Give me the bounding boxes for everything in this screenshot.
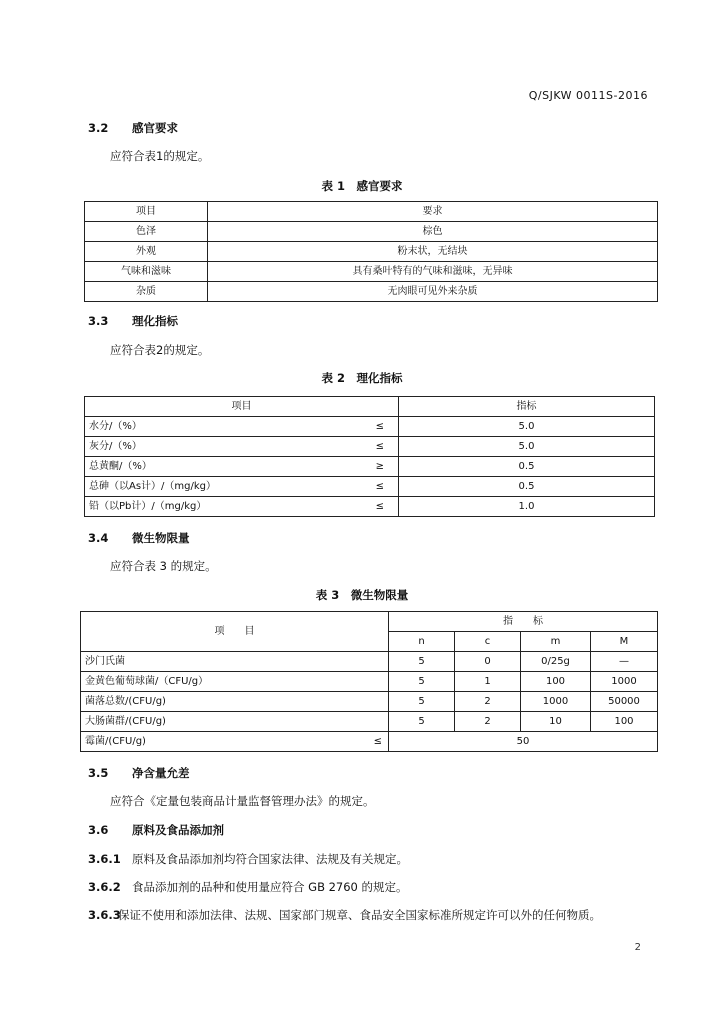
table-cell: 0/25g — [521, 652, 591, 672]
section-3-4-text: 应符合表 3 的规定。 — [110, 559, 217, 573]
table-cell: 1000 — [591, 672, 658, 692]
table-row — [85, 437, 655, 457]
table-row — [85, 497, 655, 517]
section-title: 净含量允差 — [132, 766, 190, 780]
section-3-2-text: 应符合表1的规定。 — [110, 149, 210, 163]
table-row — [81, 652, 658, 672]
table-row — [85, 417, 655, 437]
table-2-physicochemical — [84, 396, 655, 517]
section-number: 3.3 — [88, 314, 109, 328]
table-cell: 灰分/（%） — [85, 437, 360, 457]
section-title: 理化指标 — [132, 314, 178, 328]
table-cell: 5 — [389, 672, 455, 692]
subsection-number: 3.6.2 — [88, 880, 121, 894]
table-cell: 杂质 — [85, 282, 208, 302]
table-row — [85, 242, 658, 262]
table-header-cell: M — [591, 632, 658, 652]
section-3-2-heading — [88, 120, 178, 136]
section-3-3-heading — [88, 313, 178, 329]
table-row — [85, 222, 658, 242]
table-1-caption: 表 1 感官要求 — [321, 179, 403, 193]
table-header-row — [85, 202, 658, 222]
table-header-cell: n — [389, 632, 455, 652]
section-3-4-heading — [88, 530, 190, 546]
table-cell: 50000 — [591, 692, 658, 712]
table-row — [85, 262, 658, 282]
section-3-5-heading — [88, 765, 190, 781]
table-cell: ≤ — [359, 732, 389, 752]
table-cell: 菌落总数/(CFU/g) — [81, 692, 389, 712]
table-header-cell: 要求 — [208, 202, 658, 222]
table-cell: 总砷（以As计）/（mg/kg） — [85, 477, 360, 497]
table-3-microbial — [80, 611, 658, 752]
table-cell: ≤ — [360, 497, 399, 517]
table-row — [85, 282, 658, 302]
section-title: 微生物限量 — [132, 531, 190, 545]
section-3-3-text: 应符合表2的规定。 — [110, 343, 210, 357]
table-cell: 0 — [455, 652, 521, 672]
subsection-text: 保证不使用和添加法律、法规、国家部门规章、食品安全国家标准所规定许可以外的任何物质。 — [118, 908, 601, 922]
section-number: 3.4 — [88, 531, 109, 545]
table-row — [81, 672, 658, 692]
table-cell: 0.5 — [399, 457, 655, 477]
table-header-row — [81, 612, 658, 632]
table-cell: 粉末状，无结块 — [208, 242, 658, 262]
subsection-3-6-3 — [88, 907, 601, 923]
section-3-6-heading — [88, 822, 224, 838]
table-cell: 2 — [455, 692, 521, 712]
table-cell: 5 — [389, 692, 455, 712]
table-cell: 50 — [389, 732, 658, 752]
table-3-caption: 表 3 微生物限量 — [315, 588, 409, 602]
subsection-number: 3.6.1 — [88, 852, 121, 866]
table-cell: 0.5 — [399, 477, 655, 497]
section-number: 3.5 — [88, 766, 109, 780]
table-cell: 外观 — [85, 242, 208, 262]
table-cell: ≤ — [360, 417, 399, 437]
table-cell: 2 — [455, 712, 521, 732]
table-cell: 水分/（%） — [85, 417, 360, 437]
section-title: 感官要求 — [132, 121, 178, 135]
table-cell: 霉菌/(CFU/g) — [81, 732, 359, 752]
table-cell: — — [591, 652, 658, 672]
table-2-caption: 表 2 理化指标 — [321, 371, 403, 385]
table-cell: 金黄色葡萄球菌/（CFU/g） — [81, 672, 389, 692]
table-cell: 棕色 — [208, 222, 658, 242]
table-row — [81, 692, 658, 712]
subsection-text: 原料及食品添加剂均符合国家法律、法规及有关规定。 — [132, 852, 408, 866]
subsection-text: 食品添加剂的品种和使用量应符合 GB 2760 的规定。 — [132, 880, 408, 894]
table-header-cell: 项目 — [85, 202, 208, 222]
table-header-cell: 指 标 — [389, 612, 658, 632]
table-row — [81, 732, 658, 752]
section-title: 原料及食品添加剂 — [132, 823, 224, 837]
table-cell: ≤ — [360, 437, 399, 457]
table-cell: 1 — [455, 672, 521, 692]
table-cell: 气味和滋味 — [85, 262, 208, 282]
page-number: 2 — [634, 942, 641, 953]
table-header-cell: 项 目 — [81, 612, 389, 652]
table-cell: 铅（以Pb计）/（mg/kg） — [85, 497, 360, 517]
section-number: 3.2 — [88, 121, 109, 135]
table-cell: 沙门氏菌 — [81, 652, 389, 672]
table-cell: 5.0 — [399, 417, 655, 437]
table-cell: 总黄酮/（%） — [85, 457, 360, 477]
document-code: Q/SJKW 0011S-2016 — [528, 89, 648, 102]
table-cell: 具有桑叶特有的气味和滋味，无异味 — [208, 262, 658, 282]
table-row — [85, 477, 655, 497]
table-header-cell: c — [455, 632, 521, 652]
table-cell: 1.0 — [399, 497, 655, 517]
table-cell: 100 — [521, 672, 591, 692]
table-cell: ≥ — [360, 457, 399, 477]
table-row — [81, 712, 658, 732]
table-cell: 100 — [591, 712, 658, 732]
table-header-cell: m — [521, 632, 591, 652]
subsection-3-6-1 — [88, 851, 408, 867]
table-header-cell: 项目 — [85, 397, 399, 417]
table-cell: 大肠菌群/(CFU/g) — [81, 712, 389, 732]
table-cell: 无肉眼可见外来杂质 — [208, 282, 658, 302]
table-row — [85, 457, 655, 477]
section-3-5-text: 应符合《定量包装商品计量监督管理办法》的规定。 — [110, 794, 375, 808]
table-1-sensory — [84, 201, 658, 302]
table-cell: 5 — [389, 712, 455, 732]
table-cell: ≤ — [360, 477, 399, 497]
table-cell: 1000 — [521, 692, 591, 712]
table-cell: 10 — [521, 712, 591, 732]
subsection-number: 3.6.3 — [88, 908, 121, 922]
table-header-cell: 指标 — [399, 397, 655, 417]
subsection-3-6-2 — [88, 879, 408, 895]
table-header-row — [85, 397, 655, 417]
table-cell: 色泽 — [85, 222, 208, 242]
section-number: 3.6 — [88, 823, 109, 837]
table-cell: 5.0 — [399, 437, 655, 457]
table-cell: 5 — [389, 652, 455, 672]
